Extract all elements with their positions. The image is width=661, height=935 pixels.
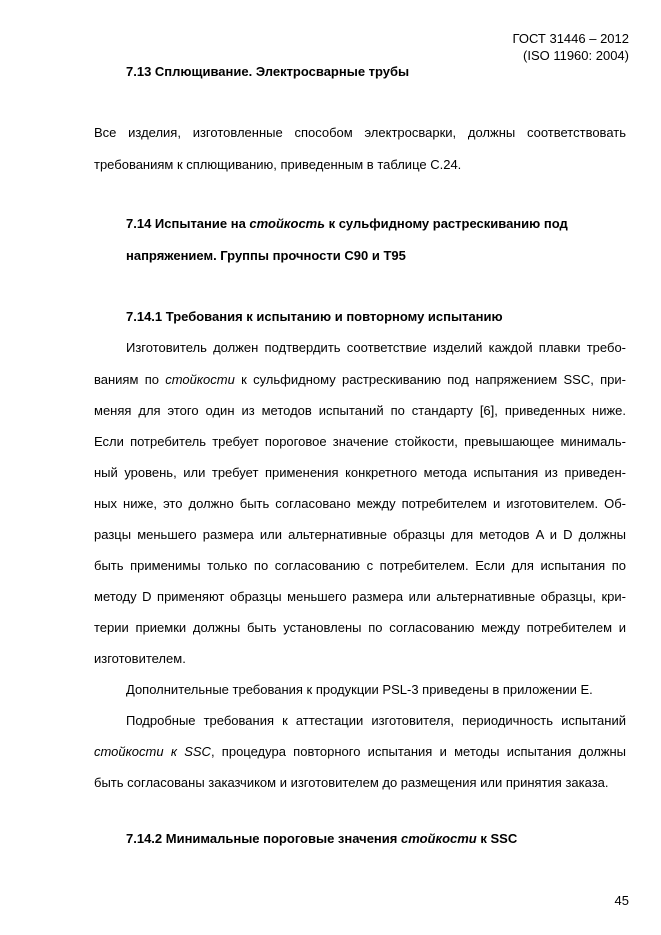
page-number: 45 (614, 893, 629, 908)
header-iso-reference: (ISO 11960: 2004) (523, 48, 629, 63)
paragraph-line: требованиям к сплющиванию, приведенным в таблице С.24. (94, 157, 462, 172)
paragraph-line: ных ниже, это должно быть согласовано между потребителем и изготовителем. Об- (94, 496, 626, 511)
section-7-14-2-heading: 7.14.2 Минимальные пороговые значения стойкости к SSC (126, 831, 518, 846)
paragraph-line: быть согласованы заказчиком и изготовителем до размещения или принятия заказа. (94, 775, 609, 790)
paragraph-line: ваниям по стойкости к сульфидному растрескиванию под напряжением SSC, при- (94, 372, 626, 387)
section-7-14-heading: 7.14 Испытание на стойкость к сульфидному растрескиванию под (126, 216, 568, 231)
paragraph-line: быть применимы только по согласованию с потребителем. Если для испытания по (94, 558, 626, 573)
paragraph-line: Изготовитель должен подтвердить соответствие изделий каждой плавки требо- (126, 340, 626, 355)
paragraph-line: стойкости к SSC, процедура повторного испытания и методы испытания должны (94, 744, 626, 759)
section-7-14-heading-line2: напряжением. Группы прочности С90 и Т95 (126, 248, 406, 263)
paragraph-line: ный уровень, или требует применения конкретного метода испытания из приведен- (94, 465, 626, 480)
paragraph-line: меняя для этого один из методов испытаний по стандарту [6], приведенных ниже. (94, 403, 626, 418)
section-7-14-1-heading: 7.14.1 Требования к испытанию и повторному испытанию (126, 309, 503, 324)
paragraph-line: Если потребитель требует пороговое значение стойкости, превышающее минималь- (94, 434, 626, 449)
paragraph-line: Дополнительные требования к продукции PSL-3 приведены в приложении Е. (126, 682, 593, 697)
paragraph-line: Все изделия, изготовленные способом электросварки, должны соответствовать (94, 125, 626, 140)
paragraph-line: Подробные требования к аттестации изготовителя, периодичность испытаний (126, 713, 626, 728)
paragraph-line: терии приемки должны быть установлены по согласованию между потребителем и (94, 620, 626, 635)
paragraph-line: изготовителем. (94, 651, 186, 666)
section-7-13-heading: 7.13 Сплющивание. Электросварные трубы (126, 64, 410, 79)
paragraph-line: разцы меньшего размера или альтернативные образцы для методов A и D должны (94, 527, 626, 542)
header-standard-number: ГОСТ 31446 – 2012 (512, 31, 629, 46)
paragraph-line: методу D применяют образцы меньшего размера или альтернативные образцы, кри- (94, 589, 626, 604)
